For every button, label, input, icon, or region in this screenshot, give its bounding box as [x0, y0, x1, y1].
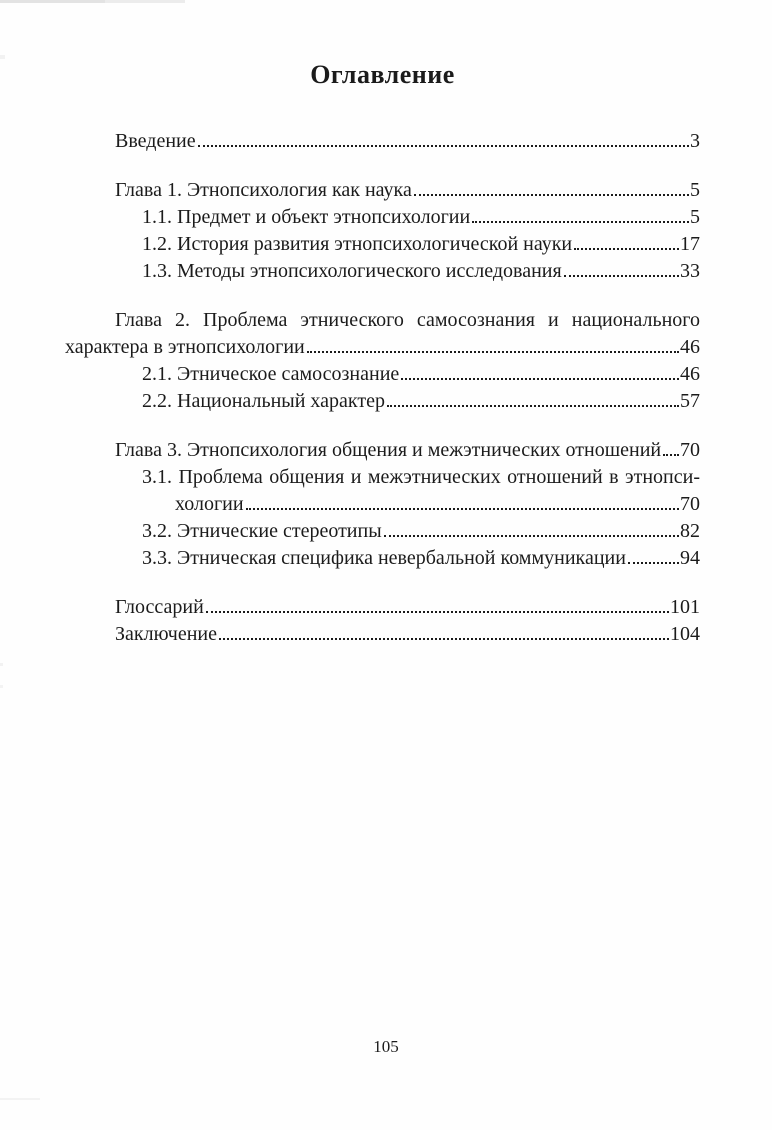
scan-artifact — [0, 55, 5, 59]
dot-leader — [401, 376, 679, 380]
toc-entry-text: характера в этнопсихологии — [65, 336, 305, 358]
toc-entry-text: Глава 3. Этнопсихология общения и межэтнических отношений — [115, 439, 662, 461]
toc-page-number: 104 — [670, 623, 700, 645]
dot-leader — [387, 403, 679, 407]
toc-entry — [142, 464, 700, 491]
toc-page-number: 33 — [680, 260, 700, 282]
dot-leader — [663, 452, 679, 456]
dot-leader — [206, 609, 669, 613]
toc-spacer — [65, 155, 700, 177]
toc-entry-text: 2.2. Национальный характер — [142, 390, 385, 412]
toc-entry — [65, 334, 700, 361]
toc-spacer — [65, 285, 700, 307]
toc-spacer — [65, 572, 700, 594]
dot-leader — [564, 273, 679, 277]
toc-entry-text: 3.1. Проблема общения и межэтнических отношений в этнопси- — [142, 466, 700, 488]
toc-page-number: 46 — [680, 363, 700, 385]
toc-entry-text: 3.2. Этнические стереотипы — [142, 520, 382, 542]
toc-entry-text: Глава 2. Проблема этнического самосознания и национального — [115, 309, 700, 331]
toc-entry-text: Глава 1. Этнопсихология как наука — [115, 179, 412, 201]
toc-entry — [142, 545, 700, 572]
dot-leader — [628, 560, 679, 564]
toc-page-number: 5 — [690, 206, 700, 228]
toc-page-number: 5 — [690, 179, 700, 201]
toc-entry — [115, 177, 700, 204]
page-content — [65, 0, 700, 648]
toc-entry-text: Заключение — [115, 623, 217, 645]
toc-entry-text: 1.3. Методы этнопсихологического исследования — [142, 260, 562, 282]
toc-entry — [142, 258, 700, 285]
dot-leader — [414, 192, 689, 196]
toc-entry-text: 1.1. Предмет и объект этнопсихологии — [142, 206, 471, 228]
toc-page-number: 3 — [690, 130, 700, 152]
toc-entry — [142, 388, 700, 415]
toc-entry-text: 2.1. Этническое самосознание — [142, 363, 400, 385]
toc-entry-text: 3.3. Этническая специфика невербальной коммуникации — [142, 547, 626, 569]
toc-list — [65, 128, 700, 648]
toc-entry-text: Введение — [115, 130, 196, 152]
toc-page-number: 70 — [680, 493, 700, 515]
toc-page-number: 57 — [680, 390, 700, 412]
toc-entry — [115, 307, 700, 334]
scan-artifact — [0, 1098, 40, 1100]
toc-entry — [115, 621, 700, 648]
toc-entry-text: хологии — [175, 493, 244, 515]
dot-leader — [574, 246, 679, 250]
toc-entry — [142, 518, 700, 545]
toc-entry — [115, 128, 700, 155]
dot-leader — [384, 533, 679, 537]
toc-page-number: 46 — [680, 336, 700, 358]
toc-spacer — [65, 415, 700, 437]
dot-leader — [307, 349, 679, 353]
dot-leader — [246, 506, 679, 510]
footer-page-number: 105 — [373, 1037, 399, 1056]
toc-entry — [115, 594, 700, 621]
toc-entry — [142, 361, 700, 388]
scan-artifact — [0, 685, 3, 688]
dot-leader — [472, 219, 689, 223]
toc-page-number: 70 — [680, 439, 700, 461]
scan-artifact — [0, 663, 3, 666]
toc-entry-text: Глоссарий — [115, 596, 204, 618]
page-title: Оглавление — [310, 60, 455, 89]
toc-page-number: 94 — [680, 547, 700, 569]
dot-leader — [198, 143, 689, 147]
dot-leader — [219, 636, 669, 640]
toc-entry-text: 1.2. История развития этнопсихологической науки — [142, 233, 573, 255]
toc-entry — [142, 231, 700, 258]
toc-page-number: 101 — [670, 596, 700, 618]
toc-entry — [175, 491, 700, 518]
toc-entry — [142, 204, 700, 231]
toc-page-number: 82 — [680, 520, 700, 542]
toc-page-number: 17 — [680, 233, 700, 255]
toc-entry — [115, 437, 700, 464]
